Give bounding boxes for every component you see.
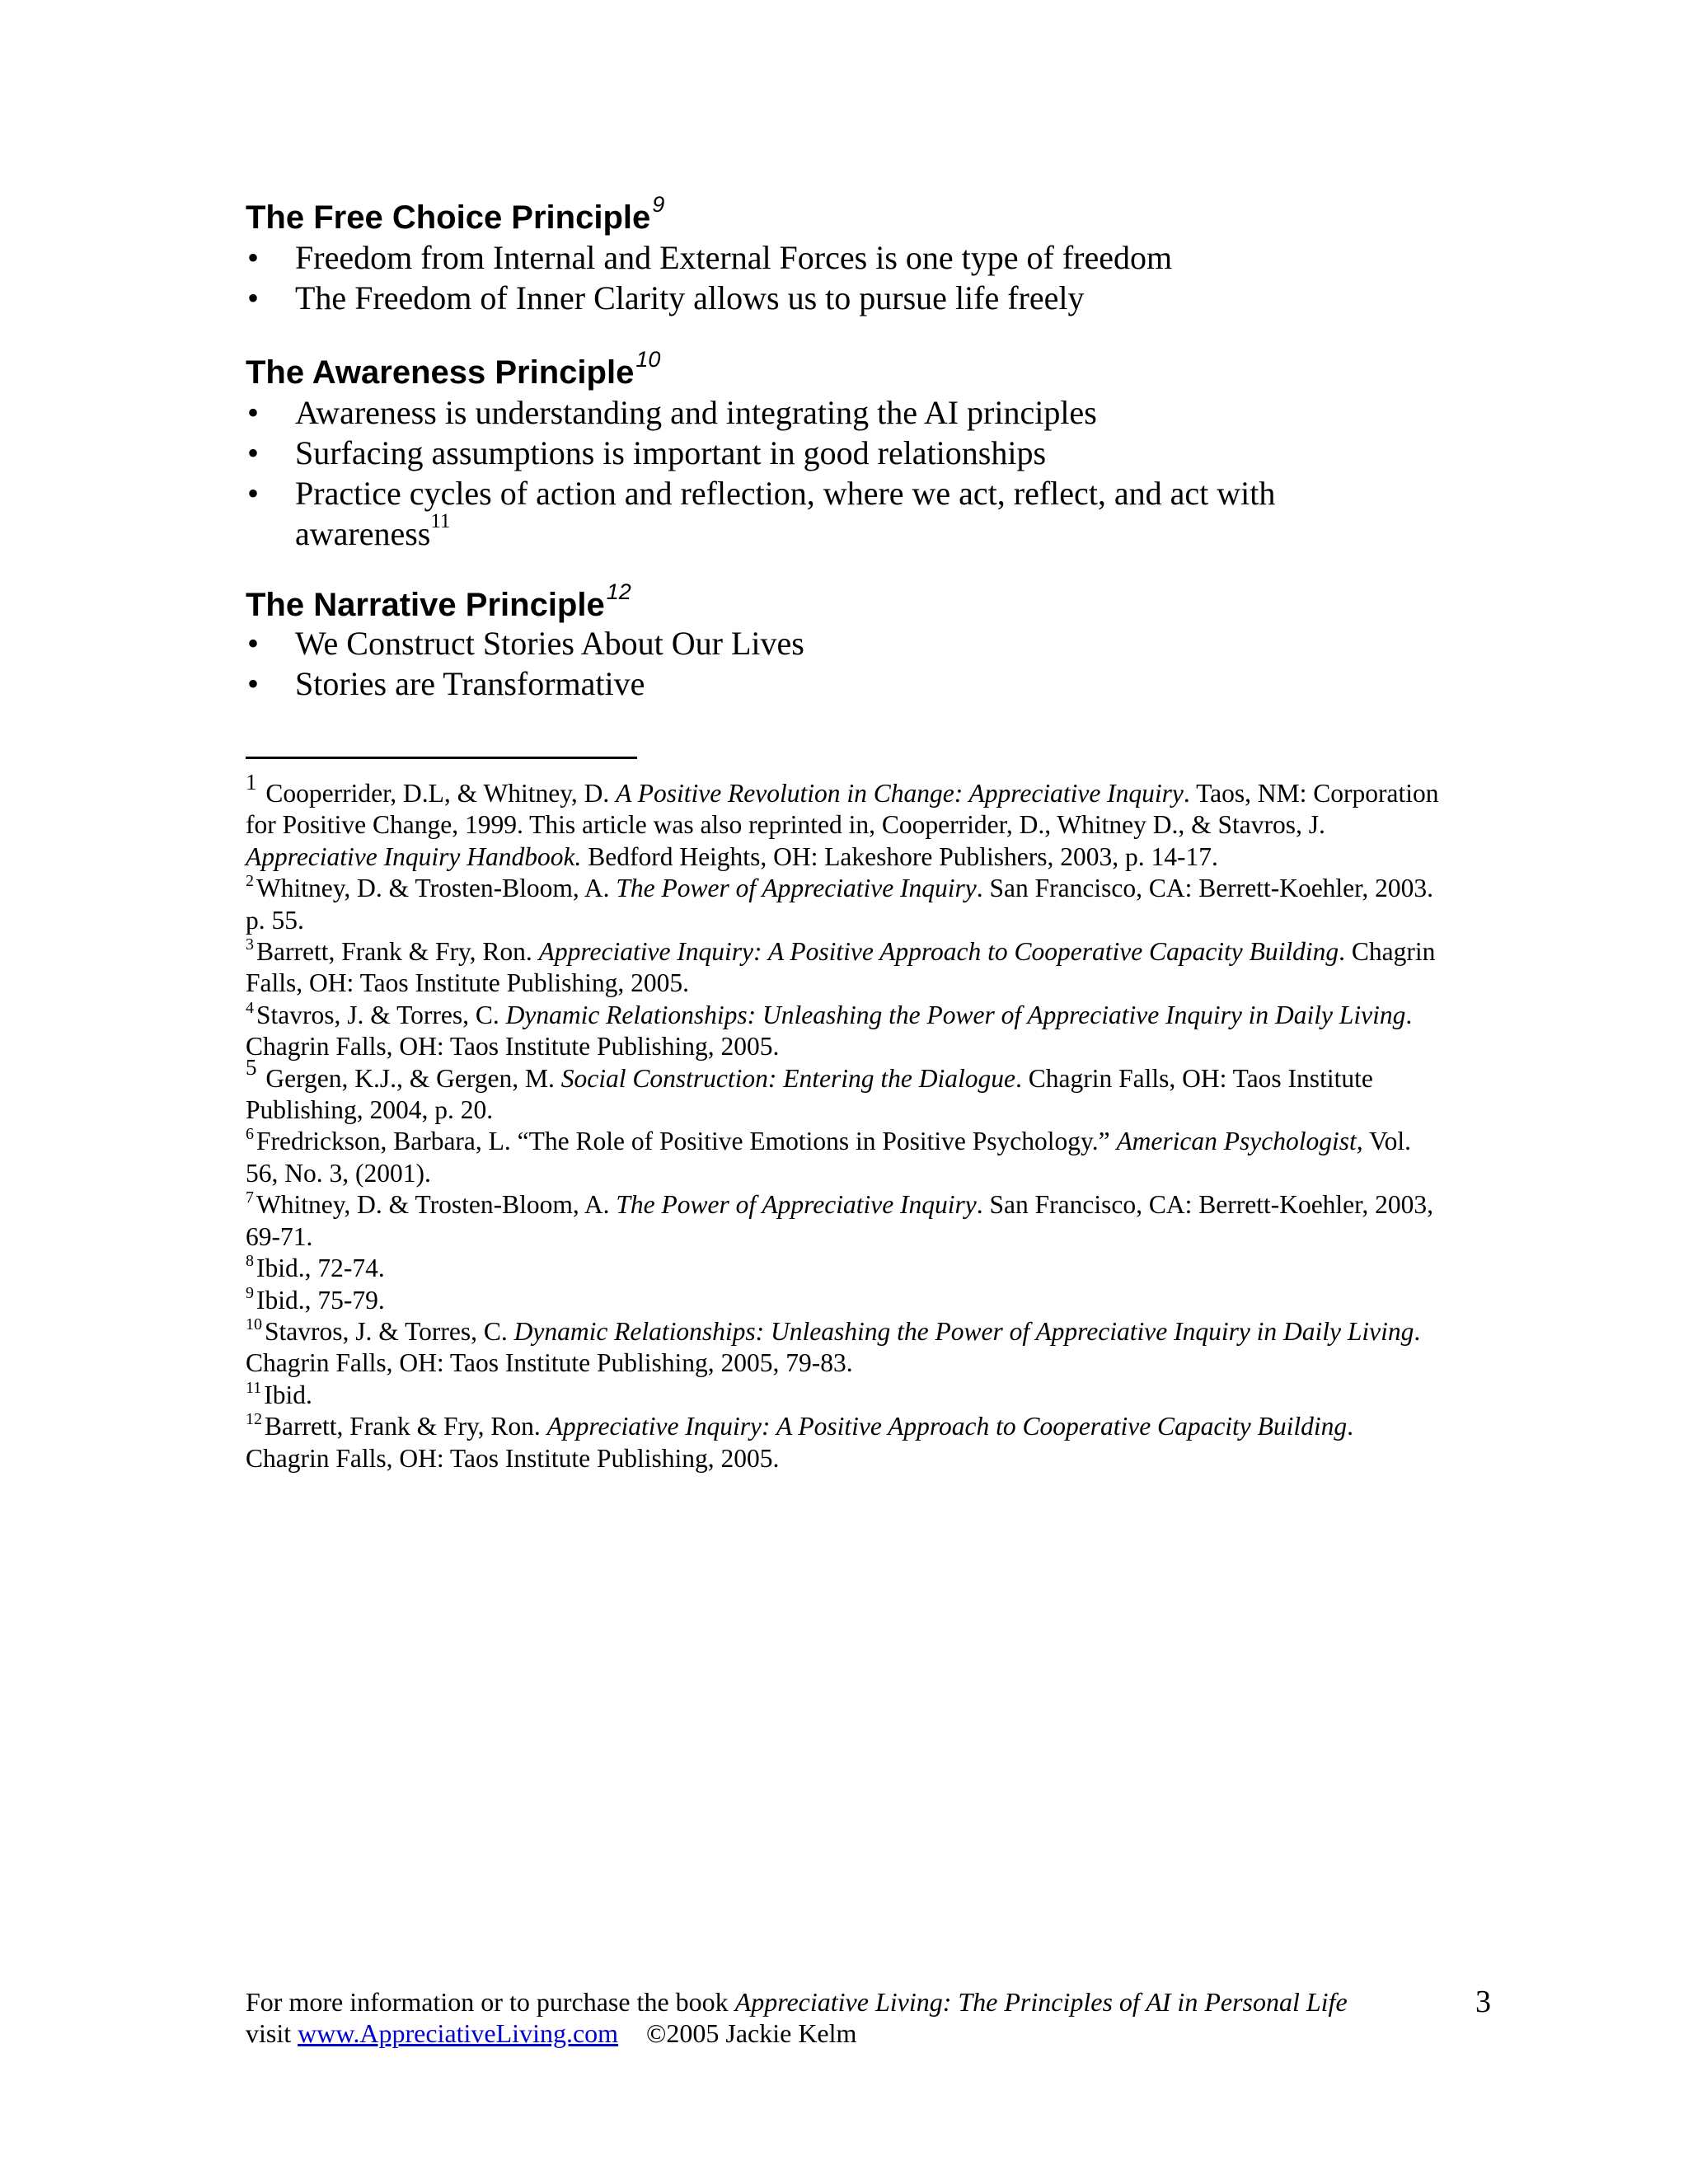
list-item: • Surfacing assumptions is important in good relationships [247,434,1047,471]
footnote: $^5$ Gergen, K.J., & Gergen, M. Social Construction: Entering the Dialogue. Chagrin Falls, OH: Taos Institute Publishing, 2004, p. 20. [246,1054,1373,1125]
footnote-ref[interactable]: 9 [652,191,665,217]
copyright: ©2005 Jackie Kelm [646,2018,857,2048]
footnote-separator [246,757,637,759]
section-heading-narrative: The Narrative Principle$^{12}$ [246,579,631,623]
footnote: $^2$Whitney, D. & Trosten-Bloom, A. The Power of Appreciative Inquiry. San Francisco, CA: Berrett-Koehler, 2003. p. 55. [246,872,1434,935]
section-heading-free-choice: The Free Choice Principle$^9$ [246,191,665,236]
footnote-ref[interactable]: 12 [606,579,631,604]
footnote: $^4$Stavros, J. & Torres, C. Dynamic Relationships: Unleashing the Power of Appreciative Inquiry in Daily Living. Chagrin Falls, OH: Taos Institute Publishing, 2005. [246,998,1413,1062]
footer-line-2: visit www.AppreciativeLiving.com ©2005 Jackie Kelm [246,2018,857,2048]
bullet-icon: • [247,625,260,662]
bullet-icon: • [247,475,260,512]
book-title: Appreciative Living: The Principles of AI in Personal Life [734,1987,1348,2017]
footnotes [246,770,1441,1474]
list-item: • We Construct Stories About Our Lives [247,625,804,662]
footer-line-1: For more information or to purchase the book Appreciative Living: The Principles of AI in Personal Life [246,1987,1348,2017]
bullet-icon: • [247,239,260,276]
footnote: $^{11}$Ibid. [246,1378,312,1409]
list-item: • Awareness is understanding and integrating the AI principles [247,394,1097,431]
footnote: $^1$ Cooperrider, D.L, & Whitney, D. A Positive Revolution in Change: Appreciative Inquiry. Taos, NM: Corporation for Positive Change, 1999. This article was also reprinted in, Cooperrider, D., Whitney D., & Stavros, J. Appreciative Inquiry Handbook. Bedford Heights, OH: Lakeshore Publishers, 2003, p. 14-17. [246,770,1439,871]
bullet-list [246,623,1465,704]
footnote: $^6$Fredrickson, Barbara, L. “The Role of Positive Emotions in Positive Psychology.” American Psychologist, Vol. 56, No. 3, (2001). [246,1125,1412,1188]
footnote: $^{10}$Stavros, J. & Torres, C. Dynamic Relationships: Unleashing the Power of Appreciative Inquiry in Daily Living. Chagrin Falls, OH: Taos Institute Publishing, 2005, 79-83. [246,1315,1421,1378]
list-item: • Freedom from Internal and External Forces is one type of freedom [247,239,1173,276]
list-item: • Stories are Transformative [247,665,645,702]
website-link[interactable]: www.AppreciativeLiving.com [298,2018,619,2048]
list-item: • The Freedom of Inner Clarity allows us to pursue life freely [247,279,1085,316]
footnote: $^{12}$Barrett, Frank & Fry, Ron. Appreciative Inquiry: A Positive Approach to Cooperative Capacity Building. Chagrin Falls, OH: Taos Institute Publishing, 2005. [246,1410,1354,1473]
page-number: 3 [1475,1985,1491,2019]
page-footer [246,1986,1498,2049]
bullet-icon: • [247,279,260,316]
footnote: $^3$Barrett, Frank & Fry, Ron. Appreciative Inquiry: A Positive Approach to Cooperative Capacity Building. Chagrin Falls, OH: Taos Institute Publishing, 2005. [246,935,1436,998]
bullet-icon: • [247,394,260,431]
footnote-ref[interactable]: 10 [635,346,661,372]
bullet-list [246,237,1465,318]
footnote: $^8$Ibid., 72-74. [246,1252,385,1283]
bullet-icon: • [247,434,260,471]
footnote-ref[interactable]: 11 [430,509,451,532]
bullet-icon: • [247,665,260,702]
footnote: $^7$Whitney, D. & Trosten-Bloom, A. The Power of Appreciative Inquiry. San Francisco, CA: Berrett-Koehler, 2003, 69-71. [246,1188,1434,1251]
list-item: • Practice cycles of action and reflection, where we act, reflect, and act with awareness$^{11}$ [247,475,1276,552]
section-heading-awareness: The Awareness Principle$^{10}$ [246,346,661,391]
footnote: $^9$Ibid., 75-79. [246,1283,385,1315]
bullet-list [246,392,1465,554]
